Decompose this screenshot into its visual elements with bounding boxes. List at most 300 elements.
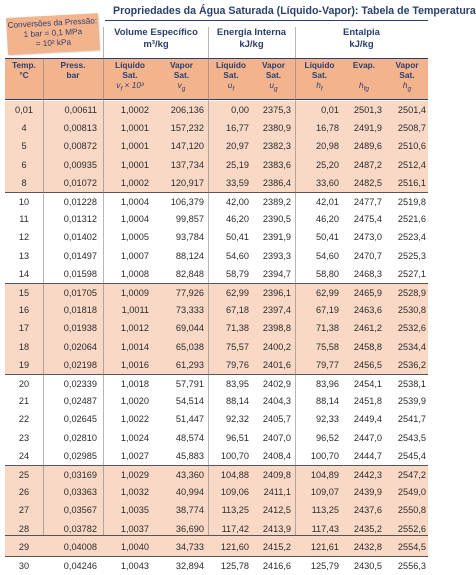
cell-hfg: 2487,2 xyxy=(353,159,382,170)
cell-ug: 2407,0 xyxy=(262,432,291,443)
cell-vf: 1,0016 xyxy=(120,359,149,370)
cell-uf: 42,00 xyxy=(226,197,249,207)
cell-ug: 2401,6 xyxy=(262,359,291,370)
header-vf xyxy=(105,61,155,97)
cell-temp: 12 xyxy=(18,232,30,243)
cell-temp: 6 xyxy=(21,159,27,170)
cell-hfg: 2491,9 xyxy=(353,123,382,134)
cell-temp: 23 xyxy=(18,432,30,443)
cell-hf: 83,96 xyxy=(316,379,339,389)
header-hfg-line-1: Evap. xyxy=(352,60,376,70)
cell-press: 0,01312 xyxy=(63,214,97,225)
cell-hg: 2510,6 xyxy=(397,141,426,152)
cell-hfg: 2454,1 xyxy=(353,379,382,389)
header-uf-line-1: Líquido xyxy=(216,60,246,70)
table-row xyxy=(5,429,428,447)
cell-temp: 15 xyxy=(18,288,30,298)
cell-ug: 2389,2 xyxy=(262,197,291,207)
table-title: Propriedades da Água Saturada (Líquido-Vapor): Tabela de Temperatura xyxy=(113,5,476,17)
table-row xyxy=(5,410,428,428)
cell-temp: 13 xyxy=(18,250,30,261)
header-hfg xyxy=(342,61,386,97)
conversion-line-1: Conversões da Pressão: xyxy=(7,16,98,30)
cell-uf: 54,60 xyxy=(226,250,249,261)
cell-hf: 109,07 xyxy=(310,487,339,498)
cell-hfg: 2458,8 xyxy=(353,341,382,352)
header-vf-line-2: Sat. xyxy=(122,69,138,80)
header-press-line-3 xyxy=(45,81,101,91)
header-temp-line-2: °C xyxy=(19,69,29,80)
header-vg-line-1: Vapor xyxy=(169,60,194,70)
cell-hf: 100,70 xyxy=(310,450,339,461)
cell-vf: 1,0002 xyxy=(120,177,149,188)
cell-press: 0,01818 xyxy=(63,305,97,316)
cell-vf: 1,0001 xyxy=(120,159,149,170)
cell-hg: 2547,2 xyxy=(397,470,426,480)
cell-hfg: 2468,3 xyxy=(353,268,382,279)
cell-hf: 62,99 xyxy=(316,288,339,298)
cell-vf: 1,0043 xyxy=(120,561,149,571)
cell-vg: 48,574 xyxy=(175,432,204,443)
cell-temp: 27 xyxy=(18,505,30,516)
cell-vg: 137,734 xyxy=(170,159,204,170)
cell-vg: 40,994 xyxy=(175,487,204,498)
cell-hf: 33,60 xyxy=(316,177,339,188)
cell-uf: 16,77 xyxy=(226,123,249,134)
cell-ug: 2382,3 xyxy=(262,141,291,152)
cell-hf: 117,43 xyxy=(311,523,339,534)
header-hf-line-3: $h_f$ xyxy=(316,79,323,93)
cell-ug: 2390,5 xyxy=(262,214,291,225)
cell-temp: 29 xyxy=(18,541,30,552)
cell-vf: 1,0037 xyxy=(120,523,149,534)
cell-uf: 33,59 xyxy=(226,177,249,188)
cell-ug: 2394,7 xyxy=(262,268,291,279)
cell-temp: 10 xyxy=(18,197,30,207)
cell-vg: 106,379 xyxy=(170,197,204,207)
table-row xyxy=(5,156,428,174)
cell-hg: 2508,7 xyxy=(397,123,426,134)
cell-temp: 24 xyxy=(18,450,30,461)
header-ug xyxy=(252,61,295,97)
cell-vg: 82,848 xyxy=(175,268,204,279)
cell-vf: 1,0035 xyxy=(120,505,149,516)
header-hf-line-2: Sat. xyxy=(311,69,328,80)
conversion-line-2: 1 bar = 0,1 MPa xyxy=(23,27,83,40)
table-row xyxy=(5,538,428,556)
table-row xyxy=(5,447,428,465)
table-row xyxy=(5,137,428,155)
cell-hfg: 2444,7 xyxy=(353,450,382,461)
group-energy-title: Energia Interna xyxy=(216,27,287,38)
header-hf-line-1: Líquido xyxy=(304,60,335,70)
cell-temp: 25 xyxy=(18,470,30,480)
cell-hf: 104,89 xyxy=(310,470,339,480)
header-uf xyxy=(210,61,252,97)
table-row xyxy=(5,356,428,374)
cell-vf: 1,0001 xyxy=(120,141,149,152)
cell-ug: 2375,3 xyxy=(262,105,291,115)
cell-press: 0,03567 xyxy=(63,505,97,516)
cell-vg: 93,784 xyxy=(175,232,204,243)
header-hf xyxy=(297,61,342,97)
cell-press: 0,04246 xyxy=(63,561,97,571)
cell-vf: 1,0022 xyxy=(120,414,149,425)
cell-uf: 100,70 xyxy=(220,450,249,461)
cell-vf: 1,0027 xyxy=(120,450,149,461)
cell-uf: 96,51 xyxy=(226,432,249,443)
header-press-line-2: bar xyxy=(66,69,80,80)
header-vf-line-1: Líquido xyxy=(115,60,145,70)
cell-ug: 2412,5 xyxy=(262,505,291,516)
cell-hf: 88,14 xyxy=(316,396,339,407)
cell-vg: 54,514 xyxy=(175,396,204,407)
cell-hfg: 2439,9 xyxy=(353,487,382,498)
cell-hfg: 2430,5 xyxy=(353,561,382,571)
cell-hf: 46,20 xyxy=(316,214,339,225)
cell-hf: 42,01 xyxy=(316,197,339,207)
cell-temp: 11 xyxy=(19,214,29,225)
cell-uf: 46,20 xyxy=(226,214,249,225)
header-vg-line-2: Sat. xyxy=(173,69,190,80)
cell-press: 0,02985 xyxy=(63,450,97,461)
cell-hfg: 2475,4 xyxy=(353,214,382,225)
table-row xyxy=(5,101,428,119)
cell-vf: 1,0009 xyxy=(120,288,149,298)
table-row xyxy=(5,283,428,302)
cell-hf: 71,38 xyxy=(316,323,339,334)
cell-uf: 121,60 xyxy=(220,541,249,552)
cell-hfg: 2477,7 xyxy=(353,197,382,207)
cell-uf: 67,18 xyxy=(226,305,249,316)
header-hg-line-2: Sat. xyxy=(399,69,415,80)
cell-hg: 2543,5 xyxy=(397,432,426,443)
cell-uf: 50,41 xyxy=(226,232,249,243)
table-row xyxy=(5,556,428,575)
conversion-line-3: = 10² kPa xyxy=(35,37,72,49)
cell-hg: 2512,4 xyxy=(397,159,426,170)
table-row xyxy=(5,483,428,501)
steam-table-page xyxy=(5,5,476,571)
cell-vg: 88,124 xyxy=(175,250,204,261)
cell-temp: 22 xyxy=(18,414,30,425)
cell-vf: 1,0007 xyxy=(120,250,149,261)
table-bottom-rule xyxy=(5,535,428,536)
cell-uf: 0,00 xyxy=(231,105,249,115)
cell-hf: 96,52 xyxy=(316,432,339,443)
cell-hg: 2550,8 xyxy=(397,505,426,516)
cell-hf: 25,20 xyxy=(316,159,339,170)
cell-hg: 2536,2 xyxy=(397,359,426,370)
cell-press: 0,00611 xyxy=(64,105,97,115)
cell-vf: 1,0012 xyxy=(120,323,149,334)
cell-ug: 2402,9 xyxy=(262,379,291,389)
cell-temp: 0,01 xyxy=(15,105,33,115)
cell-vg: 69,044 xyxy=(175,323,204,334)
cell-hfg: 2482,5 xyxy=(353,177,382,188)
cell-hg: 2554,5 xyxy=(397,541,426,552)
cell-vf: 1,0004 xyxy=(120,197,149,207)
cell-uf: 125,78 xyxy=(220,561,249,571)
cell-ug: 2393,3 xyxy=(262,250,291,261)
header-temp-line-3 xyxy=(5,81,43,91)
cell-vg: 73,333 xyxy=(175,305,204,316)
cell-vg: 65,038 xyxy=(175,341,204,352)
cell-hg: 2501,4 xyxy=(397,105,426,115)
cell-hg: 2541,7 xyxy=(397,414,426,425)
header-press-line-1: Press. xyxy=(60,60,86,70)
cell-press: 0,03782 xyxy=(63,523,97,534)
table-row xyxy=(5,392,428,410)
table-row xyxy=(5,265,428,283)
column-separator xyxy=(208,27,209,535)
cell-ug: 2397,4 xyxy=(262,305,291,316)
table-row xyxy=(5,228,428,246)
header-ug-line-1: Vapor xyxy=(261,60,286,70)
header-temp-line-1: Temp. xyxy=(12,60,36,70)
cell-vf: 1,0002 xyxy=(120,105,149,115)
cell-press: 0,02487 xyxy=(63,396,97,407)
cell-press: 0,01072 xyxy=(63,177,97,188)
cell-vf: 1,0005 xyxy=(120,232,149,243)
cell-hf: 0,01 xyxy=(321,105,339,115)
cell-vf: 1,0029 xyxy=(120,470,149,480)
cell-press: 0,00872 xyxy=(63,141,97,152)
table-row xyxy=(5,301,428,319)
group-volume-unit: m³/kg xyxy=(143,38,169,50)
cell-vf: 1,0040 xyxy=(120,541,149,552)
cell-ug: 2409,8 xyxy=(262,470,291,480)
cell-hg: 2549,0 xyxy=(397,487,426,498)
table-row xyxy=(5,465,428,484)
cell-ug: 2413,9 xyxy=(262,523,291,534)
cell-vg: 147,120 xyxy=(170,141,204,152)
cell-vf: 1,0018 xyxy=(120,379,149,389)
cell-press: 0,01938 xyxy=(63,323,97,334)
table-row xyxy=(5,119,428,137)
cell-ug: 2408,4 xyxy=(262,450,291,461)
cell-hg: 2523,4 xyxy=(397,232,426,243)
table-row xyxy=(5,501,428,519)
cell-uf: 92,32 xyxy=(226,414,249,425)
cell-hfg: 2449,4 xyxy=(353,414,382,425)
cell-ug: 2380,9 xyxy=(262,123,291,134)
group-energy-unit: kJ/kg xyxy=(239,38,264,50)
header-uf-line-2: Sat. xyxy=(223,69,239,80)
cell-press: 0,00813 xyxy=(63,123,97,134)
cell-vf: 1,0008 xyxy=(120,268,149,279)
cell-temp: 28 xyxy=(18,523,30,534)
title-rule xyxy=(105,20,428,21)
cell-vf: 1,0011 xyxy=(121,305,149,316)
cell-hf: 16,78 xyxy=(316,123,339,134)
cell-hfg: 2473,0 xyxy=(353,232,382,243)
group-volume-title: Volume Específico xyxy=(114,27,198,38)
cell-temp: 5 xyxy=(21,141,27,152)
header-hg-line-1: Vapor xyxy=(395,60,419,70)
cell-press: 0,01497 xyxy=(63,250,97,261)
table-row xyxy=(5,374,428,393)
cell-hf: 121,61 xyxy=(310,541,339,552)
cell-hg: 2530,8 xyxy=(397,305,426,316)
cell-ug: 2405,7 xyxy=(262,414,291,425)
cell-vf: 1,0020 xyxy=(120,396,149,407)
cell-hg: 2528,9 xyxy=(397,288,426,298)
table-row xyxy=(5,174,428,192)
cell-hg: 2538,1 xyxy=(397,379,426,389)
cell-hfg: 2463,6 xyxy=(353,305,382,316)
cell-uf: 75,57 xyxy=(226,341,249,352)
cell-hg: 2539,9 xyxy=(397,396,426,407)
cell-vg: 38,774 xyxy=(175,505,204,516)
cell-hg: 2556,3 xyxy=(397,561,426,571)
table-row xyxy=(5,192,428,211)
header-hfg-line-3: $h_{fg}$ xyxy=(358,79,370,93)
group-enthalpy-title: Entalpia xyxy=(343,27,380,38)
cell-hfg: 2435,2 xyxy=(353,523,382,534)
cell-hfg: 2489,6 xyxy=(353,141,382,152)
cell-press: 0,01705 xyxy=(63,288,97,298)
cell-vg: 36,690 xyxy=(175,523,204,534)
cell-temp: 30 xyxy=(18,561,30,571)
cell-press: 0,03363 xyxy=(63,487,97,498)
cell-uf: 88,14 xyxy=(226,396,249,407)
cell-vg: 51,447 xyxy=(175,414,204,425)
cell-hg: 2519,8 xyxy=(397,197,426,207)
cell-vg: 99,857 xyxy=(175,214,204,225)
header-hfg-line-2 xyxy=(342,71,386,81)
cell-press: 0,02810 xyxy=(63,432,97,443)
cell-hf: 79,77 xyxy=(316,359,339,370)
header-vg-line-3: $v_g$ xyxy=(177,79,186,93)
cell-hf: 50,41 xyxy=(316,232,339,243)
group-enthalpy xyxy=(295,27,428,57)
cell-temp: 20 xyxy=(18,379,30,389)
header-hg-line-3: $h_g$ xyxy=(402,79,412,93)
cell-vf: 1,0004 xyxy=(120,214,149,225)
cell-hg: 2525,3 xyxy=(397,250,426,261)
cell-temp: 26 xyxy=(18,487,30,498)
cell-hfg: 2470,7 xyxy=(353,250,382,261)
cell-hg: 2552,6 xyxy=(397,523,426,534)
cell-hg: 2521,6 xyxy=(397,214,426,225)
cell-press: 0,01598 xyxy=(63,268,97,279)
cell-uf: 104,88 xyxy=(220,470,249,480)
cell-hfg: 2451,8 xyxy=(353,396,382,407)
cell-vf: 1,0014 xyxy=(120,341,149,352)
group-specific-volume xyxy=(104,27,208,57)
cell-vg: 206,136 xyxy=(170,105,204,115)
cell-vg: 34,733 xyxy=(175,541,204,552)
cell-ug: 2396,1 xyxy=(262,288,291,298)
group-internal-energy xyxy=(208,27,295,57)
cell-hf: 92,33 xyxy=(316,414,339,425)
cell-hf: 113,25 xyxy=(311,505,339,516)
cell-press: 0,04008 xyxy=(63,541,97,552)
header-press xyxy=(45,61,101,97)
cell-hf: 125,79 xyxy=(310,561,339,571)
cell-vg: 32,894 xyxy=(175,561,204,571)
header-ug-line-2: Sat. xyxy=(265,69,282,80)
cell-temp: 21 xyxy=(18,396,30,407)
cell-ug: 2386,4 xyxy=(262,177,291,188)
cell-vf: 1,0024 xyxy=(120,432,149,443)
cell-ug: 2400,2 xyxy=(262,341,291,352)
header-temp xyxy=(5,61,43,97)
cell-press: 0,02645 xyxy=(63,414,97,425)
cell-hfg: 2461,2 xyxy=(353,323,382,334)
cell-vf: 1,0001 xyxy=(120,123,149,134)
cell-hg: 2516,1 xyxy=(397,177,426,188)
cell-hfg: 2456,5 xyxy=(353,359,382,370)
cell-vf: 1,0032 xyxy=(120,487,149,498)
cell-uf: 20,97 xyxy=(226,141,249,152)
cell-press: 0,01402 xyxy=(63,232,97,243)
cell-hg: 2545,4 xyxy=(397,450,426,461)
cell-temp: 4 xyxy=(21,123,27,134)
cell-ug: 2404,3 xyxy=(262,396,291,407)
cell-hg: 2534,4 xyxy=(397,341,426,352)
cell-press: 0,02339 xyxy=(63,379,97,389)
cell-temp: 19 xyxy=(18,359,30,370)
cell-ug: 2411,1 xyxy=(263,487,291,498)
cell-temp: 18 xyxy=(18,341,30,352)
table-row xyxy=(5,319,428,337)
column-separator xyxy=(295,27,296,535)
cell-temp: 17 xyxy=(18,323,30,334)
cell-vg: 57,791 xyxy=(175,379,204,389)
cell-press: 0,02198 xyxy=(63,359,97,370)
cell-ug: 2415,2 xyxy=(262,541,291,552)
cell-hf: 20,98 xyxy=(316,141,339,152)
header-uf-line-3: $u_f$ xyxy=(227,79,235,93)
cell-ug: 2398,8 xyxy=(262,323,291,334)
cell-uf: 58,79 xyxy=(226,268,249,279)
cell-press: 0,00935 xyxy=(63,159,97,170)
cell-vg: 157,232 xyxy=(170,123,204,134)
cell-vg: 77,926 xyxy=(175,288,204,298)
header-vf-line-3: $v_f \times 10^3$ xyxy=(116,79,144,93)
cell-ug: 2391,9 xyxy=(262,232,291,243)
cell-vg: 45,883 xyxy=(175,450,204,461)
cell-temp: 14 xyxy=(18,268,30,279)
group-enthalpy-unit: kJ/kg xyxy=(349,38,374,50)
cell-uf: 25,19 xyxy=(226,159,249,170)
header-vg xyxy=(155,61,208,97)
cell-hfg: 2501,3 xyxy=(353,105,382,115)
table-row xyxy=(5,210,428,228)
cell-hf: 54,60 xyxy=(316,250,339,261)
cell-hfg: 2447,0 xyxy=(353,432,382,443)
cell-hfg: 2465,9 xyxy=(353,288,382,298)
cell-temp: 8 xyxy=(21,177,27,188)
cell-hfg: 2432,8 xyxy=(353,541,382,552)
header-hg xyxy=(386,61,428,97)
cell-uf: 62,99 xyxy=(226,288,249,298)
cell-vg: 120,917 xyxy=(170,177,204,188)
cell-uf: 79,76 xyxy=(226,359,249,370)
cell-uf: 117,42 xyxy=(221,523,249,534)
cell-hf: 75,58 xyxy=(316,341,339,352)
cell-uf: 83,95 xyxy=(226,379,249,389)
cell-temp: 16 xyxy=(18,305,30,316)
cell-hg: 2532,6 xyxy=(397,323,426,334)
cell-hg: 2527,1 xyxy=(397,268,426,279)
cell-hf: 58,80 xyxy=(316,268,339,279)
column-separator xyxy=(103,27,104,535)
cell-uf: 71,38 xyxy=(226,323,249,334)
cell-ug: 2383,6 xyxy=(262,159,291,170)
